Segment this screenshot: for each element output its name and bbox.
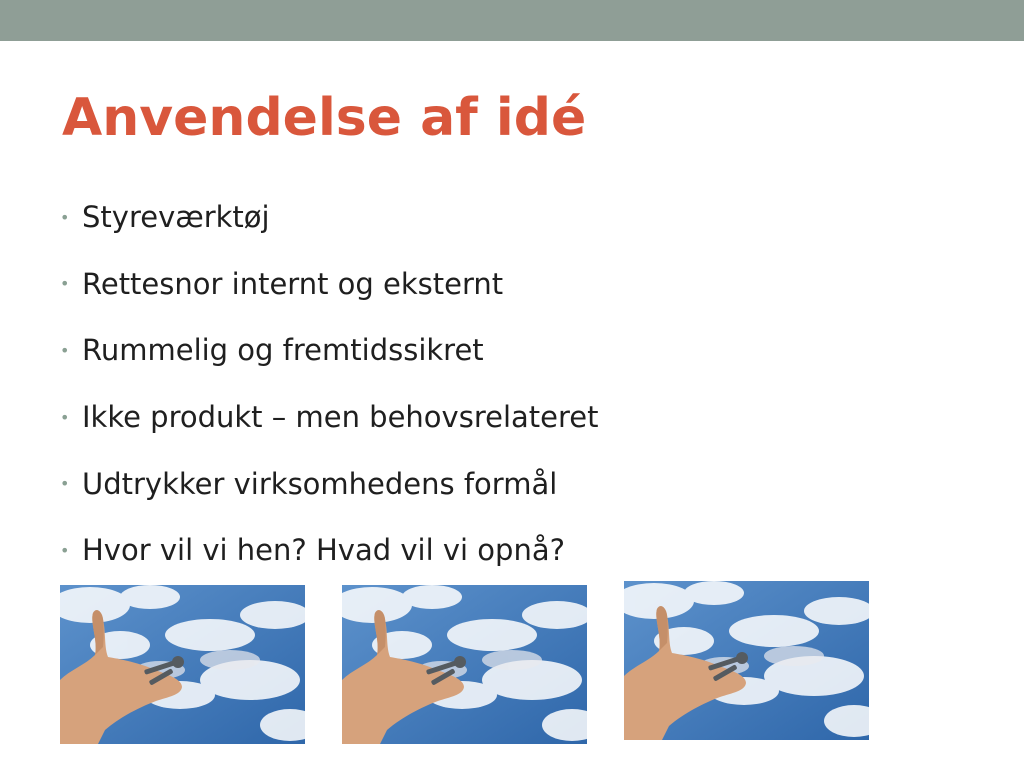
hand-holding-key-sky-image (342, 585, 587, 744)
bullet-text: Udtrykker virksomhedens formål (82, 466, 558, 501)
bullet-text: Styreværktøj (82, 200, 270, 235)
bullet-dot-icon: • (60, 274, 70, 294)
top-accent-bar (0, 0, 1024, 41)
bullet-item (60, 450, 599, 517)
bullet-text: Ikke produkt – men behovsrelateret (82, 400, 599, 435)
hand-holding-key-sky-image (624, 581, 869, 740)
photo-graphic (342, 585, 587, 744)
bullet-dot-icon: • (60, 540, 70, 560)
bullet-list (60, 184, 599, 584)
hand-holding-key-sky-image (60, 585, 305, 744)
bullet-item (60, 517, 599, 584)
bullet-item (60, 251, 599, 318)
bullet-dot-icon: • (60, 474, 70, 494)
bullet-item (60, 317, 599, 384)
bullet-dot-icon: • (60, 340, 70, 360)
bullet-dot-icon: • (60, 207, 70, 227)
bullet-dot-icon: • (60, 407, 70, 427)
bullet-item (60, 184, 599, 251)
bullet-item (60, 384, 599, 451)
slide-title: Anvendelse af idé (62, 88, 587, 148)
bullet-text: Rummelig og fremtidssikret (82, 333, 484, 368)
bullet-text: Rettesnor internt og eksternt (82, 266, 504, 301)
photo-graphic (60, 585, 305, 744)
bullet-text: Hvor vil vi hen? Hvad vil vi opnå? (82, 533, 565, 568)
photo-graphic (624, 581, 869, 740)
